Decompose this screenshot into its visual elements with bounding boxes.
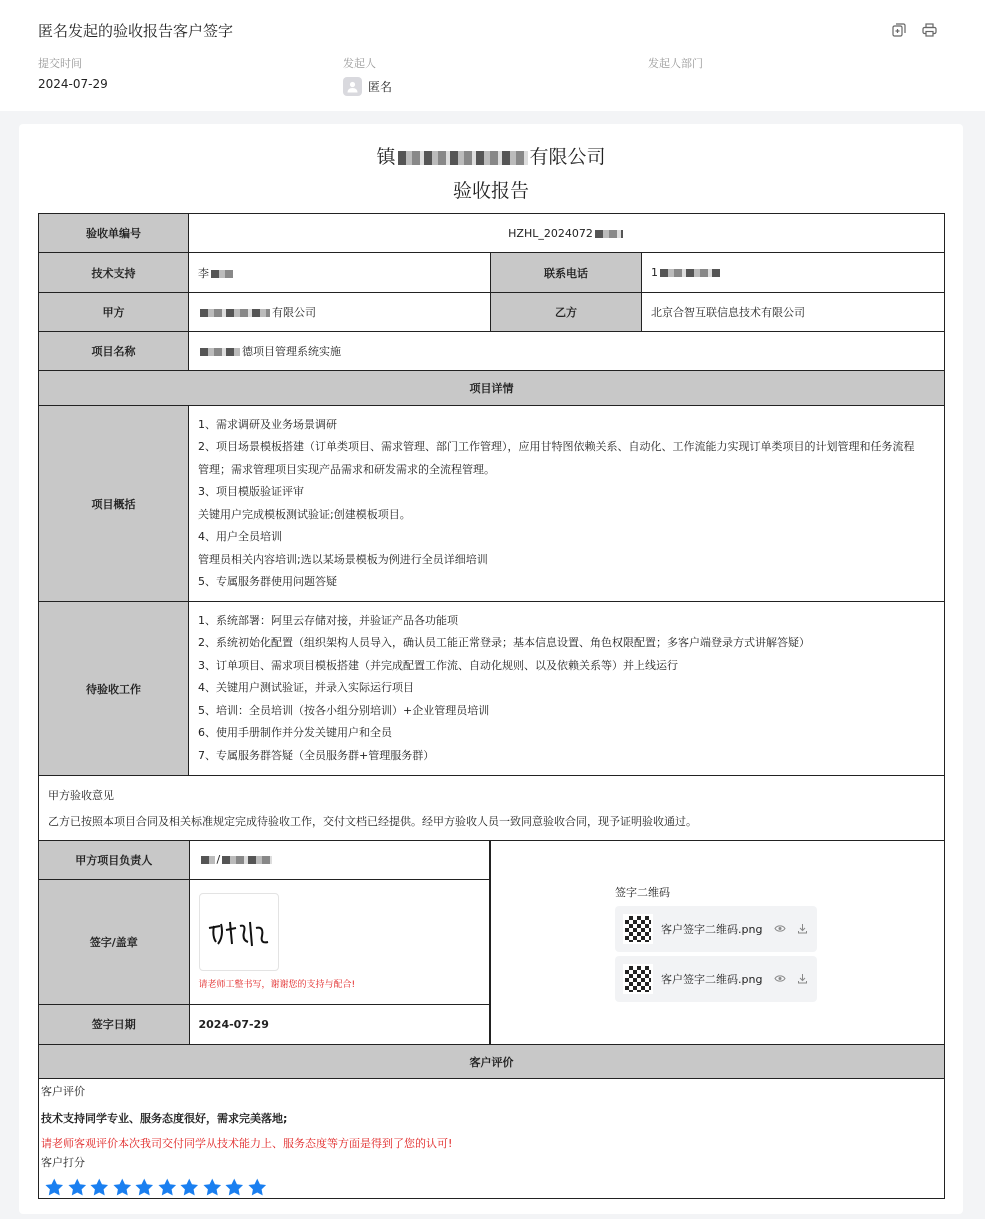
phone-label: 联系电话 [491,253,642,293]
signature-image[interactable] [199,893,279,971]
project-name-label: 项目名称 [39,332,189,371]
party-a-label: 甲方 [39,293,189,332]
content-line: 3、订单项目、需求项目模板搭建（并完成配置工作流、自动化规则、以及依赖关系等）并上线运行 [198,658,678,672]
redacted-block [398,151,528,165]
qr-label: 签字二维码 [615,885,670,899]
sign-section [39,841,491,1045]
phone-value [642,253,945,293]
redacted-block [200,348,240,356]
star-icon[interactable] [45,1178,64,1196]
content-line: 管理；需求管理项目实现产品需求和研发需求的全流程管理。 [198,462,495,476]
sign-table [39,841,490,1044]
overview-label: 项目概括 [39,406,189,602]
sign-note: 请老师工整书写，谢谢您的支持与配合! [198,980,356,990]
eval-prompt: 请老师客观评价本次我司交付同学从技术能力上、服务态度等方面是得到了您的认可! [41,1137,453,1150]
eval-section [39,1079,945,1199]
opinion-section [39,776,945,841]
owner-label: 甲方项目负责人 [39,841,189,879]
initiator-value: 匿名 [368,80,393,94]
sign-label: 签字/盖章 [39,879,189,1004]
phone-text: 1 [651,266,658,279]
content-line: 1、系统部署：阿里云存储对接，并验证产品各功能项 [198,613,458,627]
form-title: 匿名发起的验收报告客户签字 [38,22,234,40]
qr-section [491,841,945,1045]
star-icon[interactable] [180,1178,199,1196]
content-line: 7、专属服务群答疑（全员服务群+管理服务群） [198,748,435,762]
support-text: 李 [198,266,209,280]
pending-label: 待验收工作 [39,602,189,776]
report-paper [19,124,963,1214]
overview-content [189,406,945,602]
eval-header: 客户评价 [39,1045,945,1079]
content-line: 2、系统初始化配置（组织架构人员导入，确认员工能正常登录；基本信息设置、角色权限配置；多客户端登录方式讲解答疑） [198,636,810,650]
star-icon[interactable] [248,1178,267,1196]
star-icon[interactable] [225,1178,244,1196]
party-b-value: 北京合智互联信息技术有限公司 [642,293,945,332]
redacted-block [201,856,215,864]
redacted-block [595,230,623,238]
report-title: 验收报告 [452,180,529,202]
content-line: 4、关键用户测试验证，并录入实际运行项目 [198,681,414,695]
copy-add-icon[interactable] [891,22,907,38]
submit-time [38,55,108,91]
score-label: 客户打分 [41,1156,85,1169]
eval-text: 技术支持同学专业、服务态度很好，需求完美落地; [41,1112,288,1125]
print-icon[interactable] [921,22,937,38]
opinion-text: 乙方已按照本项目合同及相关标准规定完成待验收工作，交付文档已经提供。经甲方验收人员一致同意验收合同，现予证明验收通过。 [48,815,697,828]
download-icon[interactable] [795,922,809,936]
content-line: 5、培训：全员培训（按各小组分别培训）+企业管理员培训 [198,703,490,717]
star-rating[interactable] [41,1178,942,1196]
content-line: 5、专属服务群使用问题答疑 [198,575,337,588]
eye-icon[interactable] [773,922,787,936]
file-item[interactable] [615,956,817,1002]
project-name-value [189,332,945,371]
dept-label: 发起人部门 [648,57,703,70]
sign-date-label: 签字日期 [39,1004,189,1044]
submit-time-value: 2024-07-29 [38,77,108,91]
redacted-block [222,856,272,864]
redacted-block [200,309,270,317]
content-line: 3、项目模版验证评审 [198,485,304,498]
order-no-value [189,214,945,253]
sign-date-value: 2024-07-29 [189,1004,490,1044]
owner-text: / [216,853,221,867]
company-name [19,142,963,169]
form-header [0,0,985,111]
star-icon[interactable] [203,1178,222,1196]
party-b-label: 乙方 [491,293,642,332]
report-table [38,213,945,1199]
initiator-dept [648,55,703,71]
support-value [189,253,491,293]
project-name-text: 德项目管理系统实施 [242,345,341,358]
redacted-block [660,269,720,277]
pending-content [189,602,945,776]
eye-icon[interactable] [773,972,787,986]
content-line: 管理员相关内容培训;选以某场景模板为例进行全员详细培训 [198,552,488,566]
star-icon[interactable] [158,1178,177,1196]
party-a-text: 有限公司 [272,306,316,319]
order-no-text: HZHL_2024072 [508,226,593,240]
owner-value [189,841,490,879]
star-icon[interactable] [90,1178,109,1196]
file-name: 客户签字二维码.png [661,922,763,936]
content-line: 关键用户完成模板测试验证;创建模板项目。 [198,507,411,521]
redacted-block [211,270,233,278]
file-thumbnail [623,914,653,944]
opinion-label: 甲方验收意见 [48,789,114,802]
sign-cell [189,879,490,1004]
order-no-label: 验收单编号 [39,214,189,253]
avatar [343,77,362,96]
star-icon[interactable] [135,1178,154,1196]
content-line: 2、项目场景模板搭建（订单类项目、需求管理、部门工作管理），应用甘特图依赖关系、自动化、工作流能力实现订单类项目的计划管理和任务流程 [198,440,915,453]
content-line: 4、用户全员培训 [198,530,282,543]
eval-label: 客户评价 [41,1085,85,1098]
content-line: 6、使用手册制作并分发关键用户和全员 [198,726,392,740]
file-name: 客户签字二维码.png [661,972,763,986]
file-thumbnail [623,964,653,994]
star-icon[interactable] [113,1178,132,1196]
submit-time-label: 提交时间 [38,57,82,70]
company-suffix: 有限公司 [529,146,606,168]
content-line: 1、需求调研及业务场景调研 [198,417,337,431]
download-icon[interactable] [795,972,809,986]
support-label: 技术支持 [39,253,189,293]
initiator-label: 发起人 [343,57,376,70]
initiator [343,55,392,96]
company-prefix: 镇 [376,146,396,168]
party-a-value [189,293,491,332]
star-icon[interactable] [68,1178,87,1196]
details-header: 项目详情 [39,371,945,406]
file-item[interactable] [615,906,817,952]
